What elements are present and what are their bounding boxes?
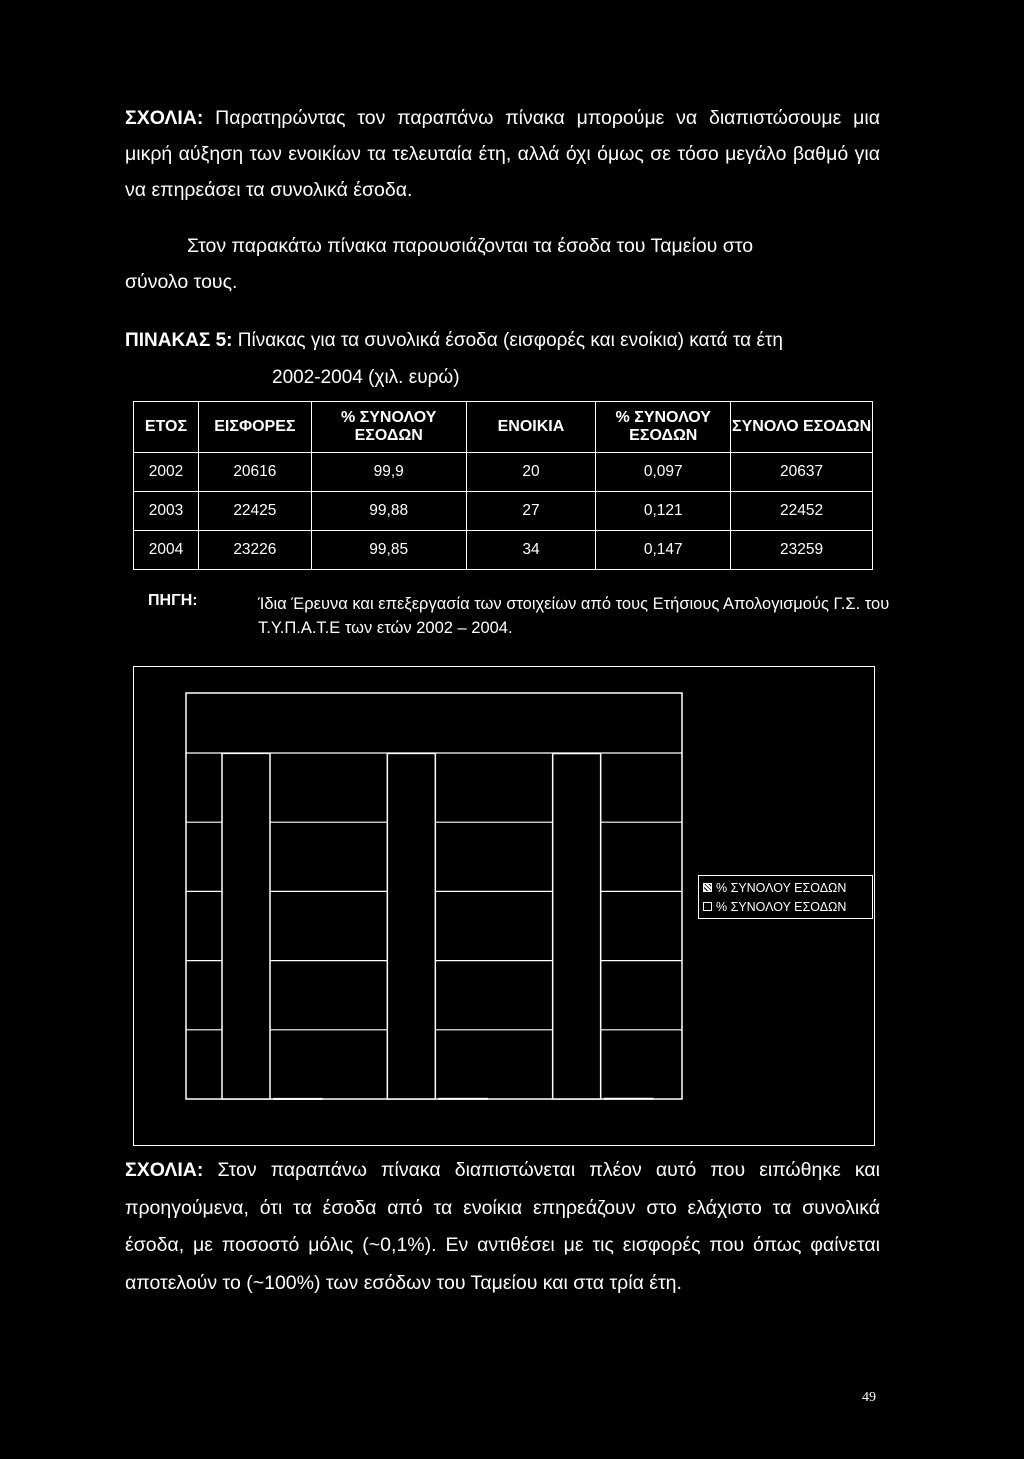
table-cell: 2002	[134, 453, 199, 492]
conclusion-label: ΣΧΟΛΙΑ:	[125, 1159, 204, 1181]
header-contributions: ΕΙΣΦΟΡΕΣ	[198, 402, 311, 453]
table-row	[134, 492, 873, 531]
table-cell: 20	[466, 453, 596, 492]
header-rents: ΕΝΟΙΚΙΑ	[466, 402, 596, 453]
header-total: ΣΥΝΟΛΟ ΕΣΟΔΩΝ	[731, 402, 873, 453]
table-cell: 2004	[134, 531, 199, 570]
table-cell: 2003	[134, 492, 199, 531]
table-title-text: Πίνακας για τα συνολικά έσοδα (εισφορές και ενοίκια) κατά τα έτη	[232, 330, 783, 351]
table-cell: 34	[466, 531, 596, 570]
legend-swatch-empty-icon	[703, 902, 712, 911]
table-cell: 27	[466, 492, 596, 531]
legend-label: % ΣΥΝΟΛΟΥ ΕΣΟΔΩΝ	[716, 880, 847, 895]
income-table	[133, 401, 873, 570]
header-rents-pct: % ΣΥΝΟΛΟΥ ΕΣΟΔΩΝ	[596, 402, 731, 453]
table-cell: 99,88	[311, 492, 466, 531]
table-cell: 99,85	[311, 531, 466, 570]
legend-item	[703, 897, 868, 916]
intro-text: Παρατηρώντας τον παραπάνω πίνακα μπορούμε να διαπιστώσουμε μια μικρή αύξηση των ενοικίων τα τελευταία έτη, αλλά όχι όμως σε τόσο μεγάλο βαθμό για να επηρεάσει τα συνολικά έσοδα.	[125, 107, 880, 201]
table-cell: 0,121	[596, 492, 731, 531]
source-label: ΠΗΓΗ:	[148, 592, 198, 609]
header-contributions-pct: % ΣΥΝΟΛΟΥ ΕΣΟΔΩΝ	[311, 402, 466, 453]
table-cell: 20637	[731, 453, 873, 492]
header-year: ΕΤΟΣ	[134, 402, 199, 453]
table-row	[134, 453, 873, 492]
table-row	[134, 531, 873, 570]
intro-paragraph	[125, 100, 880, 208]
legend-label: % ΣΥΝΟΛΟΥ ΕΣΟΔΩΝ	[716, 899, 847, 914]
table-cell: 0,097	[596, 453, 731, 492]
table-cell: 23259	[731, 531, 873, 570]
table-cell: 99,9	[311, 453, 466, 492]
table-cell: 22425	[198, 492, 311, 531]
intro-label: ΣΧΟΛΙΑ:	[125, 107, 204, 129]
legend-item	[703, 878, 868, 897]
table-title-line2: 2002-2004 (χιλ. ευρώ)	[272, 367, 460, 388]
intro-text2-line2: σύνολο τους.	[125, 271, 238, 293]
table-title	[125, 330, 783, 352]
intro-paragraph-2	[125, 228, 880, 300]
table-title-label: ΠΙΝΑΚΑΣ 5:	[125, 330, 233, 351]
table-cell: 20616	[198, 453, 311, 492]
chart-legend	[698, 875, 873, 919]
conclusion-text: Στον παραπάνω πίνακα διαπιστώνεται πλέον αυτό που ειπώθηκε και προηγούμενα, ότι τα έσοδα από τα ενοίκια επηρεάζουν στο ελάχιστο τα συνολικά έσοδα, με ποσοστό μόλις (~0,1%). Εν αντιθέσει με τις εισφορές που όπως φαίνεται αποτελούν το (~100%) των εσόδων του Ταμείου και στα τρία έτη.	[125, 1159, 880, 1294]
conclusion-paragraph	[125, 1152, 880, 1302]
intro-text2-line1: Στον παρακάτω πίνακα παρουσιάζονται τα έσοδα του Ταμείου στο	[187, 235, 754, 257]
source-text: Ίδια Έρευνα και επεξεργασία των στοιχείων από τους Ετήσιους Απολογισμούς Γ.Σ. του Τ.Υ.Π.Α.Τ.Ε των ετών 2002 – 2004.	[258, 595, 890, 637]
table-cell: 22452	[731, 492, 873, 531]
page-number: 49	[862, 1390, 876, 1405]
legend-swatch-filled-icon	[703, 883, 712, 892]
table-cell: 23226	[198, 531, 311, 570]
table-header-row	[134, 402, 873, 453]
table-cell: 0,147	[596, 531, 731, 570]
